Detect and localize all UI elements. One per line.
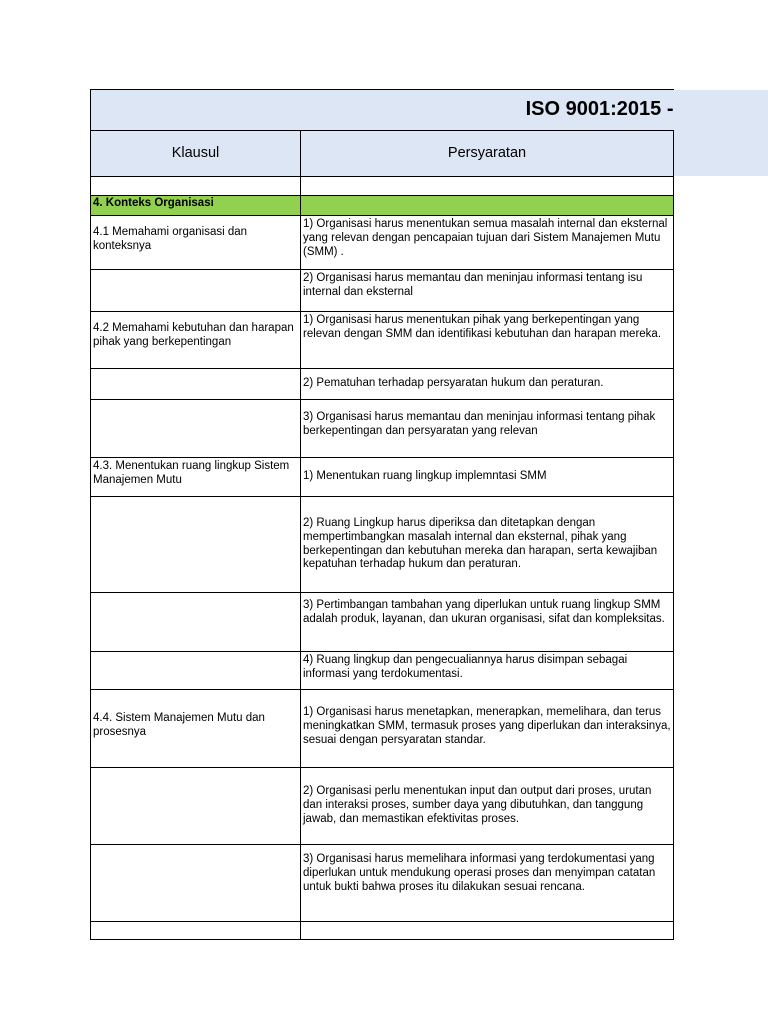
klausul-cell — [91, 845, 301, 922]
table-row — [91, 216, 674, 270]
persyaratan-cell: 1) Menentukan ruang lingkup implemntasi SMM — [301, 458, 674, 497]
table-row — [91, 458, 674, 497]
persyaratan-cell: 3) Organisasi harus memantau dan meninjau informasi tentang pihak berkepentingan dan persyaratan yang relevan — [301, 400, 674, 458]
sheet-title: ISO 9001:2015 - — [91, 90, 674, 131]
section-title: 4. Konteks Organisasi — [91, 196, 301, 216]
klausul-cell: 4.1 Memahami organisasi dan konteksnya — [91, 216, 301, 270]
klausul-cell — [91, 369, 301, 400]
header-row — [91, 131, 674, 177]
spacer-row — [91, 922, 674, 940]
persyaratan-cell: 2) Organisasi harus memantau dan meninjau informasi tentang isu internal dan eksternal — [301, 270, 674, 312]
table-row — [91, 312, 674, 369]
table-row — [91, 270, 674, 312]
klausul-cell — [91, 270, 301, 312]
iso-requirements-table — [90, 89, 674, 940]
persyaratan-cell: 3) Pertimbangan tambahan yang diperlukan untuk ruang lingkup SMM adalah produk, layanan, dan ukuran organisasi, sifat dan kompleksitas. — [301, 593, 674, 652]
table-row — [91, 652, 674, 690]
table-row — [91, 369, 674, 400]
klausul-cell: 4.4. Sistem Manajemen Mutu dan prosesnya — [91, 690, 301, 768]
klausul-cell — [91, 652, 301, 690]
section-row — [91, 196, 674, 216]
spacer-row — [91, 177, 674, 196]
table-row — [91, 400, 674, 458]
header-persyaratan: Persyaratan — [301, 131, 674, 177]
klausul-cell: 4.3. Menentukan ruang lingkup Sistem Manajemen Mutu — [91, 458, 301, 497]
empty-cell — [301, 922, 674, 940]
persyaratan-cell: 1) Organisasi harus menentukan semua masalah internal dan eksternal yang relevan dengan pencapaian tujuan dari Sistem Manajemen Mutu (SMM) . — [301, 216, 674, 270]
persyaratan-cell: 2) Organisasi perlu menentukan input dan output dari proses, urutan dan interaksi proses, sumber daya yang dibutuhkan, dan tanggung jawab, dan memastikan efektivitas proses. — [301, 768, 674, 845]
section-fill — [301, 196, 674, 216]
klausul-cell — [91, 768, 301, 845]
header-klausul: Klausul — [91, 131, 301, 177]
table-row — [91, 690, 674, 768]
persyaratan-cell: 1) Organisasi harus menentukan pihak yang berkepentingan yang relevan dengan SMM dan identifikasi kebutuhan dan harapan mereka. — [301, 312, 674, 369]
persyaratan-cell: 2) Ruang Lingkup harus diperiksa dan ditetapkan dengan mempertimbangkan masalah internal dan eksternal, pihak yang berkepentingan dan kebutuhan mereka dan harapan, serta kewajiban kepatuhan terhadap hukum dan peraturan. — [301, 497, 674, 593]
persyaratan-cell: 3) Organisasi harus memelihara informasi yang terdokumentasi yang diperlukan untuk mendukung operasi proses dan menyimpan catatan untuk bukti bahwa proses itu dilakukan sesuai rencana. — [301, 845, 674, 922]
klausul-cell — [91, 497, 301, 593]
table-row — [91, 768, 674, 845]
empty-cell — [91, 177, 301, 196]
persyaratan-cell: 4) Ruang lingkup dan pengecualiannya harus disimpan sebagai informasi yang terdokumentasi. — [301, 652, 674, 690]
title-row — [91, 90, 674, 131]
table-row — [91, 593, 674, 652]
table-row — [91, 845, 674, 922]
klausul-cell — [91, 400, 301, 458]
table-row — [91, 497, 674, 593]
klausul-cell: 4.2 Memahami kebutuhan dan harapan pihak yang berkepentingan — [91, 312, 301, 369]
klausul-cell — [91, 593, 301, 652]
persyaratan-cell: 2) Pematuhan terhadap persyaratan hukum dan peraturan. — [301, 369, 674, 400]
empty-cell — [301, 177, 674, 196]
empty-cell — [91, 922, 301, 940]
persyaratan-cell: 1) Organisasi harus menetapkan, menerapkan, memelihara, dan terus meningkatkan SMM, termasuk proses yang diperlukan dan interaksinya, sesuai dengan persyaratan standar. — [301, 690, 674, 768]
